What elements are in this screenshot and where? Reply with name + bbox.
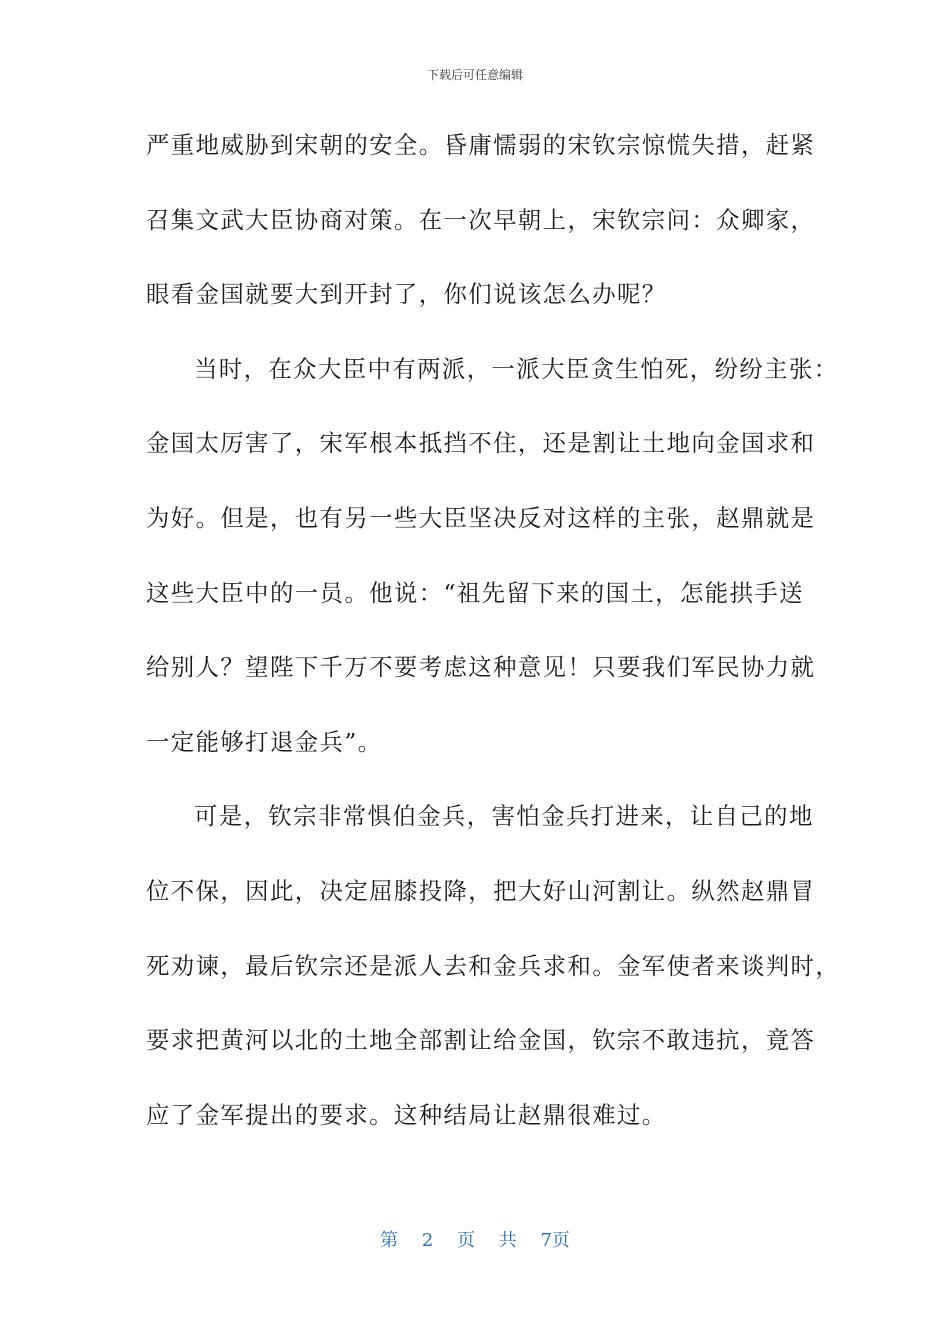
text-line: 可是，钦宗非常惧伯金兵，害怕金兵打进来，让自己的地 (194, 802, 814, 831)
page-header (0, 66, 950, 83)
document-body (146, 122, 841, 1166)
header-text: 下载后可任意编辑 (426, 68, 523, 82)
page-footer (0, 1226, 950, 1252)
text-line: 位不保，因此，决定屈膝投降，把大好山河割让。纵然赵鼎冒 (146, 876, 816, 905)
footer-label-unit: 页 (457, 1230, 475, 1251)
footer-total-pages: 7页 (540, 1230, 570, 1251)
text-line: 这些大臣中的一员。他说：“祖先留下来的国土，怎能拱手送 (146, 578, 804, 607)
footer-label-total: 共 (498, 1230, 517, 1251)
text-line: 死劝谏，最后钦宗还是派人去和金兵求和。金军使者来谈判时， (146, 951, 841, 980)
text-line: 应了金军提出的要求。这种结局让赵鼎很难过。 (146, 1100, 667, 1129)
footer-current-page: 2 (421, 1230, 434, 1251)
text-line: 要求把黄河以北的土地全部割让给金国，钦宗不敢违抗，竟答 (146, 1026, 816, 1055)
text-line: 召集文武大臣协商对策。在一次早朝上，宋钦宗问：众卿家， (146, 205, 816, 234)
footer-label-page: 第 (380, 1230, 399, 1251)
text-line: 眼看金国就要大到开封了，你们说该怎么办呢？ (146, 280, 667, 309)
text-line: 当时，在众大臣中有两派，一派大臣贪生怕死，纷纷主张： (194, 354, 839, 383)
text-line: 一定能够打退金兵”。 (146, 727, 383, 756)
text-line: 严重地威胁到宋朝的安全。昏庸懦弱的宋钦宗惊慌失措，赶紧 (146, 131, 816, 159)
text-line: 为好。但是，也有另一些大臣坚决反对这样的主张，赵鼎就是 (146, 503, 816, 532)
text-line: 金国太厉害了，宋军根本抵挡不住，还是割让土地向金国求和 (146, 429, 816, 458)
text-line: 给别人？望陛下千万不要考虑这种意见！只要我们军民协力就 (146, 653, 816, 682)
